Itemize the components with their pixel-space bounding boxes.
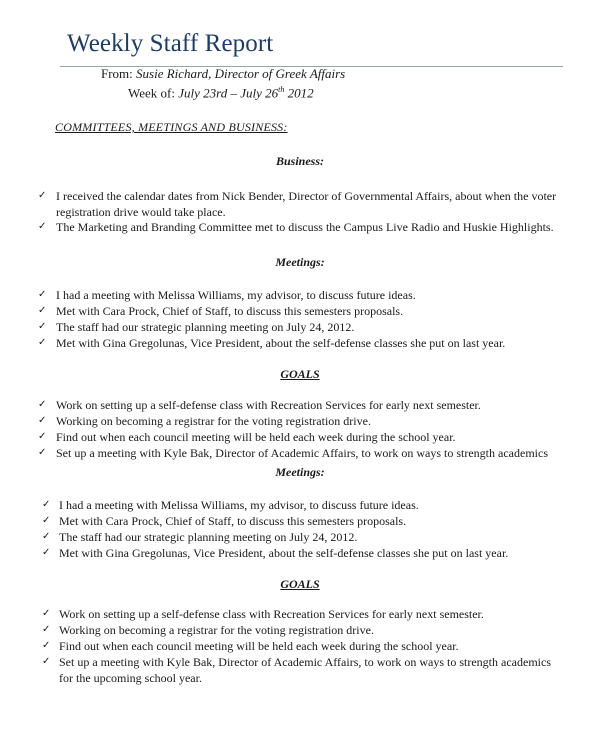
week-value-end: 2012 <box>284 85 314 101</box>
check-icon: ✓ <box>42 624 51 635</box>
from-value: Susie Richard, Director of Greek Affairs <box>136 66 346 81</box>
list-item-text: Find out when each council meeting will be held each week during the school year. <box>59 639 459 653</box>
check-icon: ✓ <box>42 531 51 542</box>
list-item-text: Working on becoming a registrar for the voting registration drive. <box>56 414 371 428</box>
section-title: COMMITTEES, MEETINGS AND BUSINESS: <box>55 120 288 134</box>
check-icon: ✓ <box>38 399 47 410</box>
meetings-heading-text: Meetings: <box>275 255 325 269</box>
list-item-text: I had a meeting with Melissa Williams, my advisor, to discuss future ideas. <box>56 288 416 302</box>
check-icon: ✓ <box>42 608 51 619</box>
check-icon: ✓ <box>38 305 47 316</box>
list-item-text: Set up a meeting with Kyle Bak, Director of Academic Affairs, to work on ways to strength academics <box>56 446 548 460</box>
check-icon: ✓ <box>38 431 47 442</box>
check-icon: ✓ <box>42 547 51 558</box>
goals-heading <box>0 577 600 592</box>
list-item-text: Met with Cara Prock, Chief of Staff, to discuss this semesters proposals. <box>56 304 404 318</box>
list-item-text: Find out when each council meeting will be held each week during the school year. <box>56 430 456 444</box>
list-item-text: Work on setting up a self-defense class with Recreation Services for early next semester. <box>59 607 484 621</box>
goals-heading-text: GOALS <box>280 577 320 591</box>
list-item-text: registration drive would take place. <box>56 205 226 219</box>
list-item-text: Met with Cara Prock, Chief of Staff, to discuss this semesters proposals. <box>59 514 407 528</box>
goals-heading <box>0 367 600 382</box>
week-value-sup: th <box>278 85 285 94</box>
list-item-text: The staff had our strategic planning meeting on July 24, 2012. <box>59 530 358 544</box>
check-icon: ✓ <box>42 499 51 510</box>
check-icon: ✓ <box>38 321 47 332</box>
list-item-text: for the upcoming school year. <box>59 671 202 685</box>
week-value-start: July 23rd – July 26 <box>178 85 279 101</box>
list-item-text: Met with Gina Gregolunas, Vice President, about the self-defense classes she put on last year. <box>59 546 509 560</box>
business-heading-text: Business: <box>275 154 325 168</box>
list-item-text: The Marketing and Branding Committee met to discuss the Campus Live Radio and Huskie Highlights. <box>56 220 554 234</box>
check-icon: ✓ <box>38 337 47 348</box>
meetings-heading-text: Meetings: <box>275 465 325 479</box>
check-icon: ✓ <box>42 640 51 651</box>
check-icon: ✓ <box>42 656 51 667</box>
meetings-heading <box>0 465 600 480</box>
check-icon: ✓ <box>38 221 47 232</box>
list-item-text: I had a meeting with Melissa Williams, my advisor, to discuss future ideas. <box>59 498 419 512</box>
from-line <box>101 66 345 82</box>
check-icon: ✓ <box>38 447 47 458</box>
check-icon: ✓ <box>38 190 47 201</box>
check-icon: ✓ <box>38 415 47 426</box>
from-label: From: <box>101 66 133 81</box>
goals-heading-text: GOALS <box>280 367 320 381</box>
business-heading <box>0 154 600 169</box>
check-icon: ✓ <box>38 289 47 300</box>
list-item-text: Met with Gina Gregolunas, Vice President, about the self-defense classes she put on last year. <box>56 336 506 350</box>
list-item-text: Set up a meeting with Kyle Bak, Director of Academic Affairs, to work on ways to strength academics <box>59 655 551 669</box>
week-line <box>128 85 314 101</box>
list-item-text: The staff had our strategic planning meeting on July 24, 2012. <box>56 320 355 334</box>
list-item-text: Work on setting up a self-defense class with Recreation Services for early next semester. <box>56 398 481 412</box>
list-item-text: I received the calendar dates from Nick Bender, Director of Governmental Affairs, about when the voter <box>56 189 557 203</box>
week-label: Week of: <box>128 85 175 101</box>
list-item-text: Working on becoming a registrar for the voting registration drive. <box>59 623 374 637</box>
report-title: Weekly Staff Report <box>67 30 274 57</box>
check-icon: ✓ <box>42 515 51 526</box>
meetings-heading <box>0 255 600 270</box>
